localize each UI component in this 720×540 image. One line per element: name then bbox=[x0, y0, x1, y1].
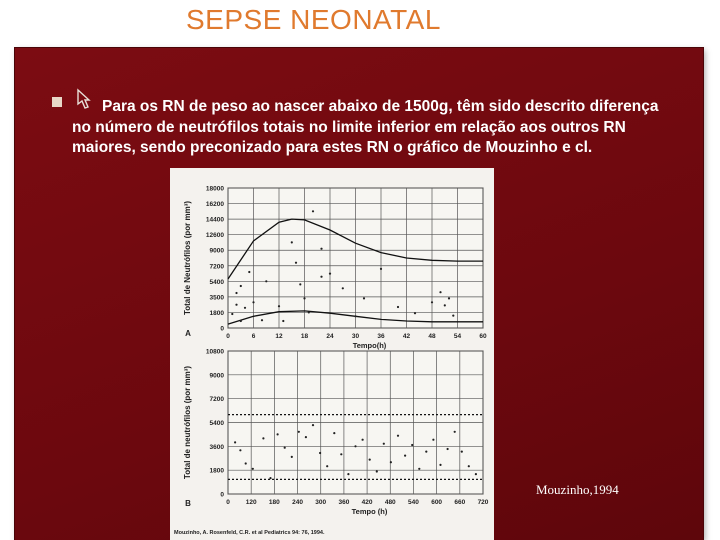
x-tick-label: 300 bbox=[315, 499, 327, 506]
data-point bbox=[269, 477, 271, 479]
data-point bbox=[244, 307, 246, 309]
data-point bbox=[380, 268, 382, 270]
data-point bbox=[439, 291, 441, 293]
data-point bbox=[333, 432, 335, 434]
data-point bbox=[454, 431, 456, 433]
x-tick-label: 240 bbox=[292, 499, 303, 506]
y-tick-label: 5400 bbox=[209, 420, 224, 427]
x-tick-label: 480 bbox=[384, 499, 396, 506]
data-point bbox=[397, 435, 399, 437]
data-point bbox=[397, 306, 399, 308]
data-point bbox=[295, 262, 297, 264]
data-point bbox=[461, 451, 463, 453]
panel-label: A bbox=[185, 329, 191, 338]
x-tick-label: 120 bbox=[245, 499, 257, 506]
data-point bbox=[340, 453, 342, 455]
slide-title: SEPSE NEONATAL bbox=[186, 4, 441, 35]
data-point bbox=[354, 445, 356, 447]
data-point bbox=[284, 447, 286, 449]
y-tick-label: 12600 bbox=[205, 232, 224, 240]
x-tick-label: 540 bbox=[408, 499, 419, 506]
data-point bbox=[418, 468, 420, 470]
data-point bbox=[383, 443, 385, 445]
data-point bbox=[312, 210, 314, 212]
data-point bbox=[447, 448, 449, 450]
y-tick-label: 3600 bbox=[209, 443, 224, 451]
x-tick-label: 6 bbox=[251, 333, 256, 340]
y-tick-label: 9000 bbox=[209, 247, 224, 255]
bullet-square-icon bbox=[52, 97, 62, 107]
data-point bbox=[231, 313, 233, 315]
y-tick-label: 9000 bbox=[209, 372, 224, 380]
data-point bbox=[261, 319, 263, 321]
x-tick-label: 48 bbox=[428, 333, 436, 340]
y-tick-label: 0 bbox=[220, 491, 224, 499]
data-point bbox=[298, 431, 300, 433]
data-point bbox=[376, 470, 378, 472]
data-point bbox=[319, 452, 321, 454]
data-point bbox=[245, 462, 247, 464]
y-tick-label: 3500 bbox=[209, 294, 224, 302]
data-point bbox=[305, 436, 307, 438]
data-point bbox=[320, 276, 322, 278]
data-point bbox=[414, 312, 416, 314]
x-tick-label: 420 bbox=[361, 499, 373, 506]
data-point bbox=[262, 437, 264, 439]
data-point bbox=[468, 465, 470, 467]
data-point bbox=[354, 315, 356, 317]
y-tick-label: 7200 bbox=[209, 263, 224, 271]
data-point bbox=[444, 304, 446, 306]
data-point bbox=[282, 320, 284, 322]
x-tick-label: 600 bbox=[431, 499, 443, 506]
mouzinho-chart-figure bbox=[170, 168, 494, 540]
citation-text: Mouzinho,1994 bbox=[536, 482, 619, 497]
slide-body-text: Para os RN de peso ao nascer abaixo de 1500g, têm sido descrito diferença no número de neutrófilos totais no limite inferior em relação aos outros RN maiores, sendo preconizado para estes RN o gráfico de Mouzinho e cl. bbox=[72, 98, 659, 156]
data-point bbox=[265, 280, 267, 282]
data-point bbox=[277, 433, 279, 435]
x-tick-label: 360 bbox=[338, 499, 350, 506]
x-tick-label: 24 bbox=[326, 333, 334, 340]
data-point bbox=[240, 320, 242, 322]
data-point bbox=[235, 292, 237, 294]
data-point bbox=[439, 464, 441, 466]
data-point bbox=[448, 297, 450, 299]
data-point bbox=[329, 273, 331, 275]
data-point bbox=[431, 301, 433, 303]
x-tick-label: 54 bbox=[453, 333, 462, 340]
data-point bbox=[239, 449, 241, 451]
data-point bbox=[362, 439, 364, 441]
data-point bbox=[347, 473, 349, 475]
data-point bbox=[452, 315, 454, 317]
y-tick-label: 14400 bbox=[205, 216, 224, 224]
data-point bbox=[308, 311, 310, 313]
data-point bbox=[252, 301, 254, 303]
data-point bbox=[299, 283, 301, 285]
data-point bbox=[291, 456, 293, 458]
y-tick-label: 1800 bbox=[209, 467, 224, 475]
y-axis-label: Total de neutrófilos (por mm³) bbox=[183, 365, 192, 480]
data-point bbox=[432, 439, 434, 441]
x-tick-label: 660 bbox=[454, 499, 466, 506]
x-tick-label: 30 bbox=[351, 333, 360, 340]
y-tick-label: 18000 bbox=[205, 185, 224, 193]
y-axis-label: Total de Neutrófilos (por mm³) bbox=[183, 200, 192, 316]
x-tick-label: 180 bbox=[268, 499, 280, 506]
x-tick-label: 12 bbox=[275, 333, 283, 340]
x-axis-label: Tempo (h) bbox=[351, 507, 388, 516]
data-point bbox=[326, 465, 328, 467]
x-tick-label: 0 bbox=[226, 333, 230, 340]
data-point bbox=[248, 271, 250, 273]
data-point bbox=[411, 444, 413, 446]
x-tick-label: 60 bbox=[479, 333, 487, 340]
x-tick-label: 720 bbox=[477, 499, 489, 506]
data-point bbox=[404, 455, 406, 457]
mouzinho-chart-svg bbox=[170, 168, 494, 540]
x-tick-label: 0 bbox=[226, 499, 230, 506]
data-point bbox=[303, 297, 305, 299]
data-point bbox=[291, 241, 293, 243]
y-tick-label: 7200 bbox=[209, 396, 224, 404]
data-point bbox=[234, 441, 236, 443]
data-point bbox=[235, 304, 237, 306]
data-point bbox=[363, 297, 365, 299]
data-point bbox=[240, 285, 242, 287]
x-axis-label: Tempo(h) bbox=[352, 341, 387, 350]
y-tick-label: 5400 bbox=[209, 278, 224, 286]
data-point bbox=[369, 459, 371, 461]
figure-source-note: Mouzinho, A. Rosenfeld, C.R. et al Pediatrics 94: 76, 1994. bbox=[174, 530, 325, 536]
data-point bbox=[475, 473, 477, 475]
data-point bbox=[320, 248, 322, 250]
x-tick-label: 42 bbox=[402, 333, 411, 340]
y-tick-label: 1800 bbox=[209, 309, 224, 317]
data-point bbox=[425, 451, 427, 453]
x-tick-label: 18 bbox=[300, 333, 309, 340]
y-tick-label: 16200 bbox=[205, 201, 224, 209]
data-point bbox=[252, 468, 254, 470]
y-tick-label: 0 bbox=[220, 325, 224, 333]
data-point bbox=[342, 287, 344, 289]
panel-label: B bbox=[185, 499, 191, 508]
x-tick-label: 36 bbox=[377, 333, 385, 340]
data-point bbox=[312, 424, 314, 426]
data-point bbox=[278, 305, 280, 307]
y-tick-label: 10800 bbox=[205, 348, 224, 356]
data-point bbox=[390, 461, 392, 463]
